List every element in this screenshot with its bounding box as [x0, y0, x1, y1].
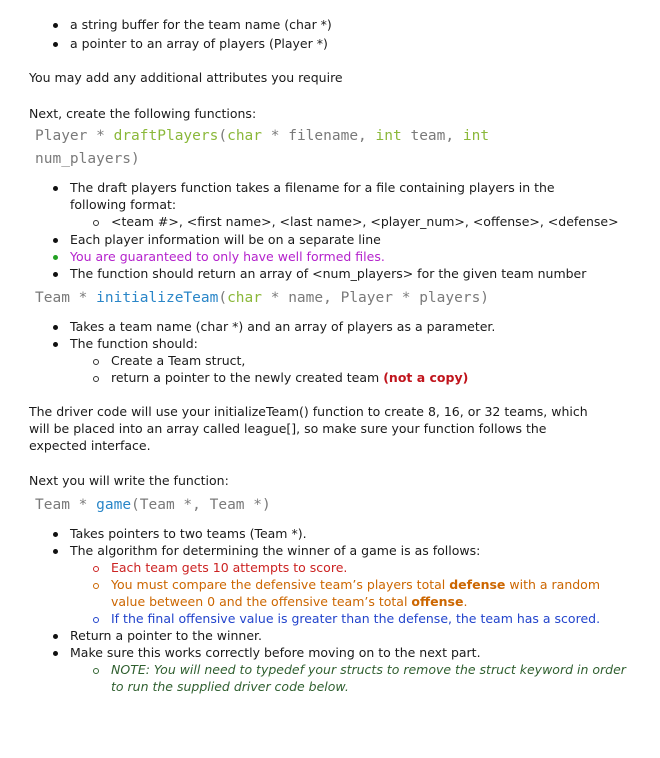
param-type: int: [462, 128, 490, 144]
bullet-dot: [53, 651, 58, 656]
driver-paragraph-line2: will be placed into an array called league[], so make sure your function follows the: [29, 421, 547, 436]
game-bullet-make-sure: Make sure this works correctly before moving on to the next part.: [70, 645, 481, 660]
sig-star: *: [401, 290, 411, 306]
draft-bullet-desc-line2: following format:: [70, 197, 177, 212]
struct-bullet-name: a string buffer for the team name (char *): [70, 17, 332, 32]
sig-star: *: [78, 497, 88, 513]
additional-attributes-text: You may add any additional attributes you require: [29, 70, 343, 85]
game-sub-compare-line2: [111, 594, 467, 609]
init-bullet-takes: Takes a team name (char *) and an array of players as a parameter.: [70, 319, 496, 334]
game-sub-final-offensive: If the final offensive value is greater than the defense, the team has a scored.: [111, 611, 601, 626]
draft-players-signature-line1: [35, 128, 489, 144]
defense-emphasis: defense: [449, 577, 506, 592]
bullet-dot: [53, 272, 58, 277]
draft-players-signature-line2: [35, 151, 140, 167]
bullet-dot: [53, 186, 58, 191]
sub-bullet-ring: [93, 220, 99, 226]
function-name-initialize-team: initializeTeam: [96, 290, 219, 306]
driver-paragraph-line3: expected interface.: [29, 438, 151, 453]
bullet-dot: [53, 42, 58, 47]
compare-period: .: [463, 594, 468, 609]
sub-bullet-ring: [93, 566, 99, 572]
init-sub-create: Create a Team struct,: [111, 353, 246, 368]
bullet-dot: [53, 549, 58, 554]
sig-paren: (: [218, 128, 228, 144]
init-bullet-should: The function should:: [70, 336, 198, 351]
note-line1: NOTE: You will need to typedef your structs to remove the struct keyword in order: [111, 662, 626, 677]
sig-star: *: [78, 290, 88, 306]
param-type: char: [227, 128, 263, 144]
compare-text: with a random: [509, 577, 600, 592]
game-sub-compare-line1: [111, 577, 600, 592]
draft-bullet-separate-line: Each player information will be on a separate line: [70, 232, 381, 247]
not-a-copy-emphasis: (not a copy): [383, 370, 469, 385]
param-name: filename,: [288, 128, 367, 144]
sub-bullet-ring: [93, 376, 99, 382]
initialize-team-signature: [35, 290, 489, 306]
compare-text: You must compare the defensive team’s players total: [111, 577, 446, 592]
sig-star: *: [270, 128, 280, 144]
sig-paren: (: [218, 290, 228, 306]
bullet-dot: [53, 255, 58, 260]
sig-star: *: [96, 128, 105, 144]
bullet-dot: [53, 634, 58, 639]
compare-text: value between 0 and the offensive team’s total: [111, 594, 408, 609]
driver-paragraph-line1: The driver code will use your initializeTeam() function to create 8, 16, or 32 teams, which: [29, 404, 588, 419]
game-signature: [35, 497, 271, 513]
draft-bullet-well-formed: You are guaranteed to only have well formed files.: [70, 249, 385, 264]
sig-star: *: [270, 290, 280, 306]
sig-return-type: Player: [35, 128, 88, 144]
param-name: num_players): [35, 151, 140, 167]
draft-bullet-return: The function should return an array of <num_players> for the given team number: [70, 266, 587, 281]
bullet-dot: [53, 342, 58, 347]
param-name: team,: [410, 128, 455, 144]
param-type: int: [375, 128, 402, 144]
sub-bullet-ring: [93, 359, 99, 365]
init-sub-return-text: return a pointer to the newly created team: [111, 370, 380, 385]
sig-return-type: Team: [35, 290, 70, 306]
function-name-game: game: [96, 497, 132, 513]
sub-bullet-ring: [93, 668, 99, 674]
offense-emphasis: offense: [411, 594, 464, 609]
game-bullet-takes: Takes pointers to two teams (Team *).: [70, 526, 307, 541]
param-name: name,: [288, 290, 332, 306]
struct-bullet-players: a pointer to an array of players (Player *): [70, 36, 328, 51]
sig-return-type: Team: [35, 497, 70, 513]
param-type: Player: [340, 290, 393, 306]
init-sub-return: [111, 370, 468, 385]
next-write-text: Next you will write the function:: [29, 473, 229, 488]
create-functions-intro: Next, create the following functions:: [29, 106, 257, 121]
draft-bullet-desc-line1: The draft players function takes a filename for a file containing players in the: [70, 180, 555, 195]
bullet-dot: [53, 238, 58, 243]
function-name-draft-players: draftPlayers: [113, 128, 219, 144]
param-type: char: [227, 290, 262, 306]
note-line2: to run the supplied driver code below.: [111, 679, 349, 694]
game-bullet-algorithm: The algorithm for determining the winner of a game is as follows:: [70, 543, 481, 558]
sub-bullet-ring: [93, 617, 99, 623]
bullet-dot: [53, 532, 58, 537]
game-sub-attempts: Each team gets 10 attempts to score.: [111, 560, 348, 575]
game-bullet-return-winner: Return a pointer to the winner.: [70, 628, 262, 643]
param-name: players): [419, 290, 490, 306]
draft-format-line: <team #>, <first name>, <last name>, <player_num>, <offense>, <defense>: [111, 214, 619, 229]
bullet-dot: [53, 325, 58, 330]
sub-bullet-ring: [93, 583, 99, 589]
game-args: (Team *, Team *): [131, 497, 271, 513]
bullet-dot: [53, 23, 58, 28]
